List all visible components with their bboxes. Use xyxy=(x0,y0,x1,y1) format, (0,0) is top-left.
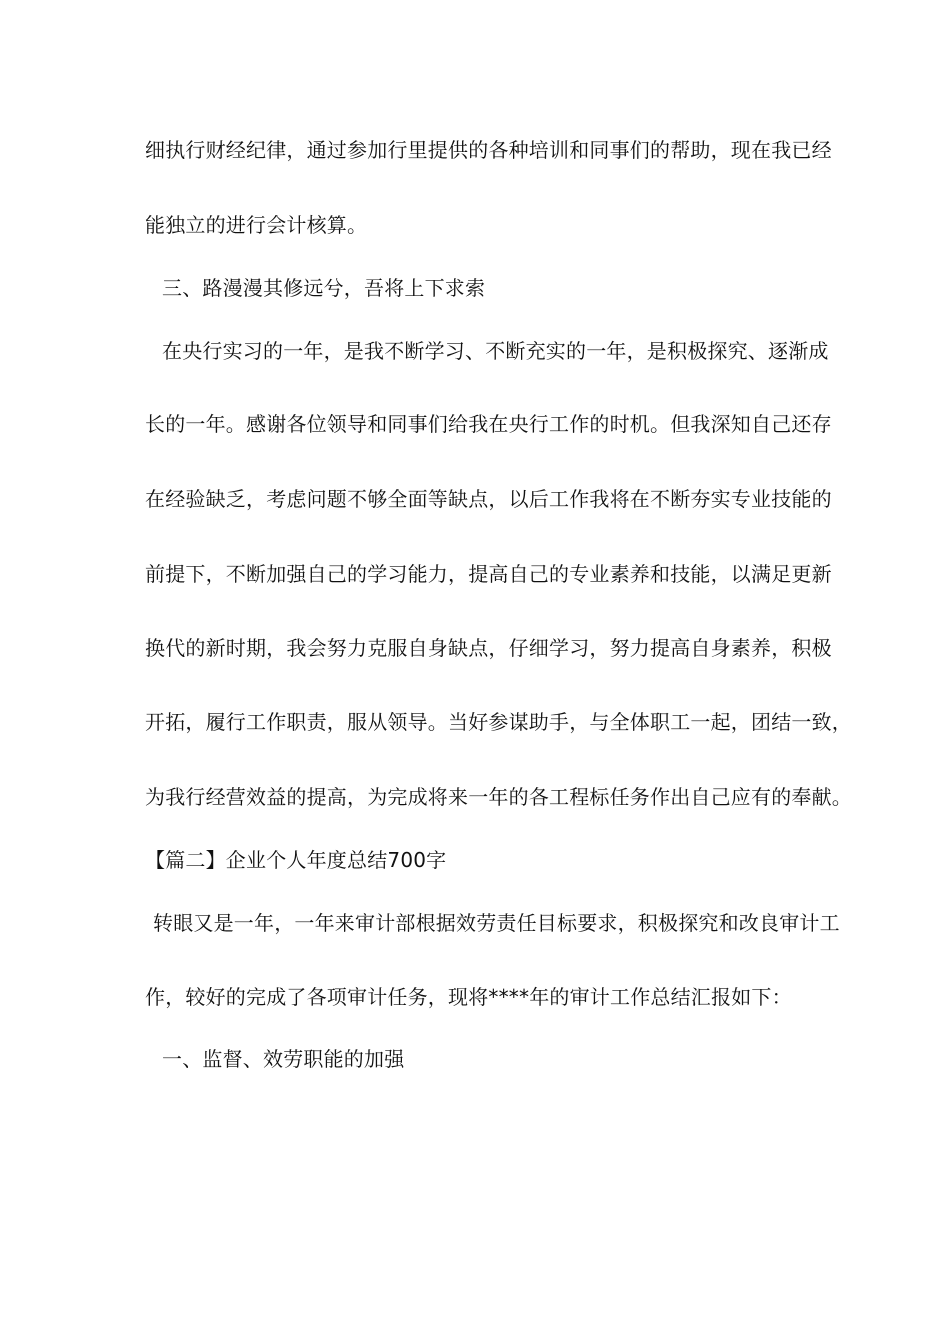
paragraph-line: 能独立的进行会计核算。 xyxy=(145,213,368,237)
paragraph-line: 在央行实习的一年，是我不断学习、不断充实的一年，是积极探究、逐渐成 xyxy=(162,339,829,363)
section-heading: 三、路漫漫其修远兮，吾将上下求索 xyxy=(162,276,486,300)
paragraph-line: 细执行财经纪律，通过参加行里提供的各种培训和同事们的帮助，现在我已经 xyxy=(145,138,832,162)
paragraph-line: 前提下，不断加强自己的学习能力，提高自己的专业素养和技能，以满足更新 xyxy=(145,562,832,586)
article-title: 【篇二】企业个人年度总结700字 xyxy=(145,848,447,872)
paragraph-line: 长的一年。感谢各位领导和同事们给我在央行工作的时机。但我深知自己还存 xyxy=(145,412,832,436)
paragraph-line: 换代的新时期，我会努力克服自身缺点，仔细学习，努力提高自身素养，积极 xyxy=(145,636,832,660)
paragraph-line: 开拓，履行工作职责，服从领导。当好参谋助手，与全体职工一起，团结一致， xyxy=(145,710,852,734)
paragraph-line: 转眼又是一年，一年来审计部根据效劳责任目标要求，积极探究和改良审计工 xyxy=(153,911,840,935)
section-heading: 一、监督、效劳职能的加强 xyxy=(162,1047,405,1071)
paragraph-line: 作，较好的完成了各项审计任务，现将****年的审计工作总结汇报如下： xyxy=(145,985,792,1009)
paragraph-line: 在经验缺乏，考虑问题不够全面等缺点，以后工作我将在不断夯实专业技能的 xyxy=(145,487,832,511)
paragraph-line: 为我行经营效益的提高，为完成将来一年的各工程标任务作出自己应有的奉献。 xyxy=(145,785,852,809)
